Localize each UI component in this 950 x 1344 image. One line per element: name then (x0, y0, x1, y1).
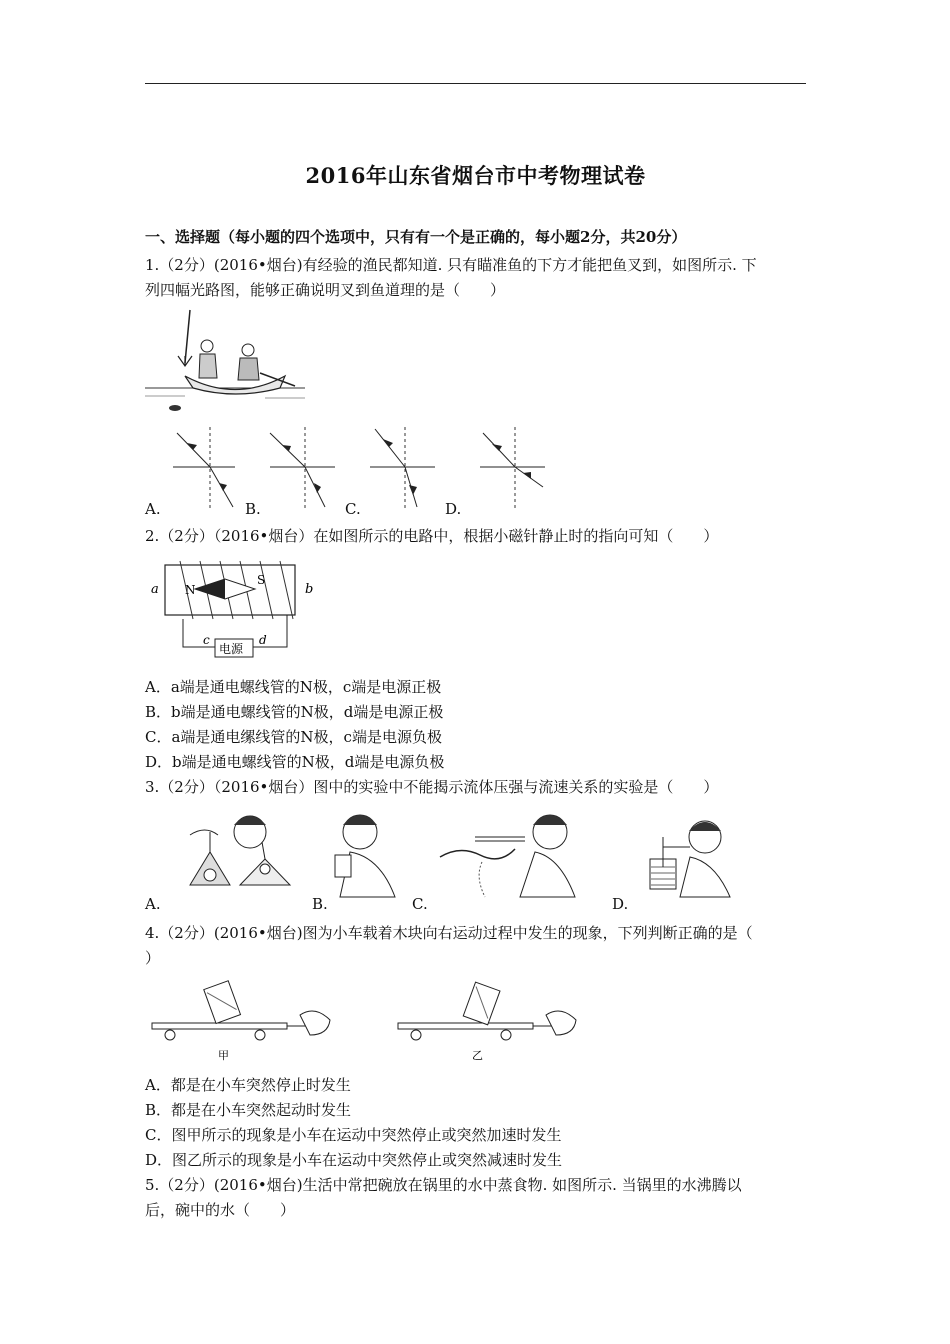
q1-stem-line1: 1.（2分）(2016•烟台)有经验的渔民都知道. 只有瞄准鱼的下方才能把鱼叉到，如图所示. 下 (145, 256, 757, 274)
q1-option-d[interactable]: D. (445, 500, 462, 518)
experiment-b-cup (335, 815, 395, 897)
solenoid-circuit-figure (145, 557, 325, 665)
fisherman-boat-figure (145, 308, 310, 418)
q1-option-c[interactable]: C. (345, 500, 361, 518)
q3-option-d[interactable]: D. (612, 895, 629, 913)
q4-stem-line2: ） (145, 949, 161, 967)
q4-option-b[interactable]: B．都是在小车突然起动时发生 (145, 1101, 352, 1119)
label-jia: 甲 (218, 1049, 229, 1062)
label-yi: 乙 (472, 1049, 483, 1062)
q3-option-a[interactable]: A. (145, 895, 161, 913)
cart-jia (152, 981, 330, 1062)
q3-option-c[interactable]: C. (412, 895, 428, 913)
terminal-d-label: d (259, 633, 267, 647)
experiment-d-beaker (650, 821, 730, 897)
light-path-d (480, 427, 545, 510)
light-path-a (173, 427, 235, 510)
cart-block-figure (150, 975, 590, 1065)
south-pole-label: S (257, 573, 266, 587)
q5-stem-line1: 5.（2分）(2016•烟台)生活中常把碗放在锅里的水中蒸食物. 如图所示. 当锅里的水沸腾以 (145, 1176, 742, 1194)
q2-option-a[interactable]: A．a端是通电螺线管的N极，c端是电源正极 (145, 678, 442, 696)
end-b-label: b (305, 582, 314, 597)
north-pole-label: N (185, 583, 196, 597)
header-rule (145, 83, 806, 84)
experiment-a-funnels (190, 816, 290, 885)
terminal-c-label: c (203, 633, 210, 647)
q2-option-b[interactable]: B．b端是通电螺线管的N极，d端是电源正极 (145, 703, 444, 721)
q1-option-b[interactable]: B. (245, 500, 261, 518)
q2-option-d[interactable]: D．b端是通电螺线管的N极，d端是电源负极 (145, 753, 445, 771)
q3-option-b[interactable]: B. (312, 895, 328, 913)
page-title: 2016年山东省烟台市中考物理试卷 (305, 163, 646, 188)
light-path-c (370, 427, 435, 510)
q5-stem-line2: 后，碗中的水（ ） (145, 1201, 296, 1219)
q3-stem: 3.（2分）（2016•烟台）图中的实验中不能揭示流体压强与流速关系的实验是（ ） (145, 778, 719, 796)
q4-option-c[interactable]: C．图甲所示的现象是小车在运动中突然停止或突然加速时发生 (145, 1126, 562, 1144)
fluid-pressure-experiments-figure (170, 807, 750, 902)
q4-option-d[interactable]: D．图乙所示的现象是小车在运动中突然停止或突然减速时发生 (145, 1151, 563, 1169)
cart-yi (398, 982, 576, 1062)
q2-option-c[interactable]: C．a端是通电缧线管的N极，c端是电源负极 (145, 728, 442, 746)
q1-stem-line2: 列四幅光路图，能够正确说明叉到鱼道理的是（ ） (145, 281, 506, 299)
end-a-label: a (151, 582, 159, 597)
q2-stem: 2.（2分）（2016•烟台）在如图所示的电路中，根据小磁针静止时的指向可知（ ） (145, 527, 719, 545)
experiment-c-paper (440, 815, 575, 897)
power-source-label: 电源 (219, 642, 244, 656)
section-heading: 一、选择题（每小题的四个选项中，只有有一个是正确的，每小题2分，共20分） (145, 228, 687, 246)
q1-option-a[interactable]: A. (145, 500, 161, 518)
q4-stem-line1: 4.（2分）(2016•烟台)图为小车载着木块向右运动过程中发生的现象，下列判断正确的是（ (145, 924, 753, 942)
q4-option-a[interactable]: A．都是在小车突然停止时发生 (145, 1076, 351, 1094)
light-path-b (270, 427, 335, 510)
